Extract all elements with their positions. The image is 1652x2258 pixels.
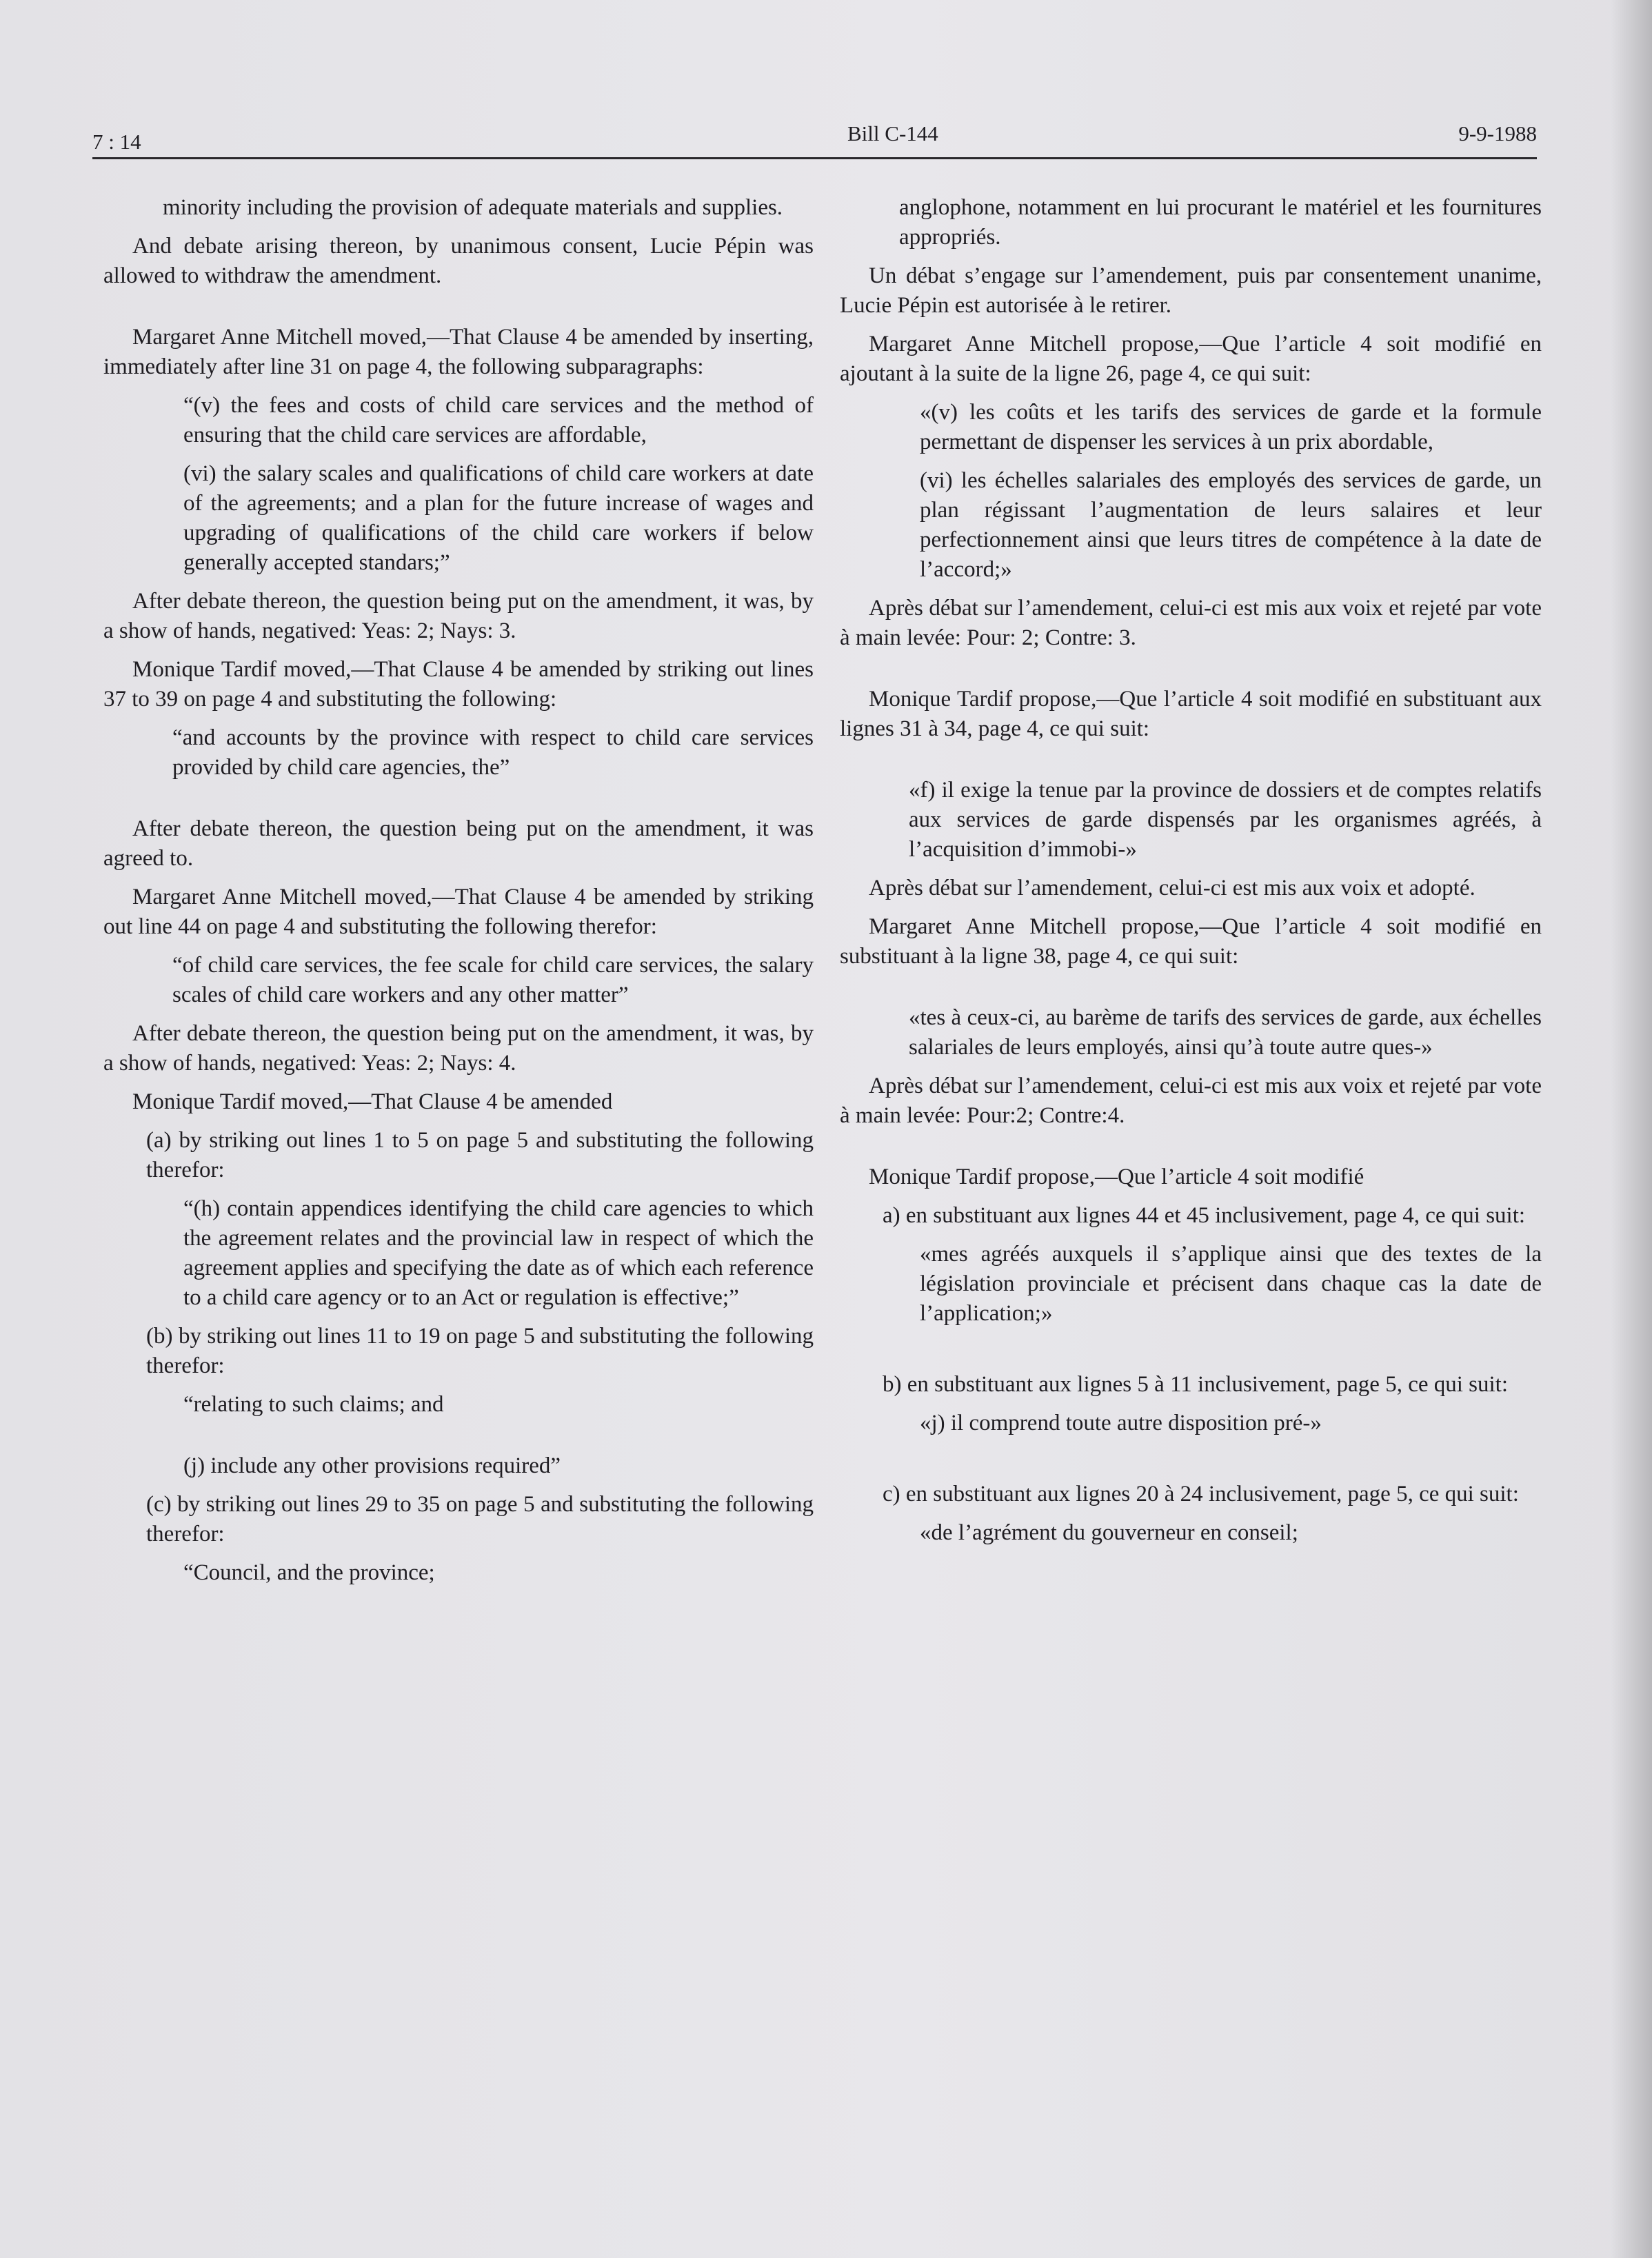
paragraph: Margaret Anne Mitchell propose,—Que l’article 4 soit modifié en substituant à la ligne 38, page 4, ce qui suit: — [840, 914, 1542, 969]
paragraph: anglophone, notamment en lui procurant le matériel et les fournitures appropriés. — [899, 195, 1542, 250]
quoted-subparagraph: (vi) les échelles salariales des employés des services de garde, un plan régissant l’augmentation de leurs salaires et leur perfectionnement ainsi que leurs titres de compétence à la date de l’accord;» — [920, 468, 1542, 582]
paragraph: And debate arising thereon, by unanimous consent, Lucie Pépin was allowed to withdraw the amendment. — [103, 234, 814, 288]
quoted-text: «j) il comprend toute autre disposition pré-» — [920, 1411, 1322, 1435]
paragraph: After debate thereon, the question being put on the amendment, it was, by a show of hands, negatived: Yeas: 2; Nays: 3. — [103, 589, 814, 643]
page-edge-shadow — [1611, 0, 1652, 2258]
french-column — [840, 193, 1542, 1557]
bill-title: Bill C-144 — [847, 121, 938, 145]
list-item: (b) by striking out lines 11 to 19 on page 5 and substituting the following therefor: — [146, 1324, 814, 1378]
paragraph: Monique Tardif propose,—Que l’article 4 soit modifié — [869, 1165, 1364, 1189]
paragraph: After debate thereon, the question being put on the amendment, it was, by a show of hands, negatived: Yeas: 2; Nays: 4. — [103, 1021, 814, 1076]
paragraph: Après débat sur l’amendement, celui-ci est mis aux voix et adopté. — [869, 876, 1475, 900]
quoted-subparagraph: «(v) les coûts et les tarifs des services de garde et la formule permettant de dispenser les services à un prix abordable, — [920, 400, 1542, 454]
quoted-text: “Council, and the province; — [183, 1560, 435, 1585]
header-date: 9-9-1988 — [1458, 121, 1537, 145]
paragraph: Après débat sur l’amendement, celui-ci est mis aux voix et rejeté par vote à main levée: Pour: 2; Contre: 3. — [840, 596, 1542, 650]
paragraph: Monique Tardif moved,—That Clause 4 be amended by striking out lines 37 to 39 on page 4 and substituting the following: — [103, 657, 814, 712]
quoted-subparagraph: “(v) the fees and costs of child care services and the method of ensuring that the child care services are affordable, — [183, 393, 814, 447]
paragraph: Margaret Anne Mitchell propose,—Que l’article 4 soit modifié en ajoutant à la suite de la ligne 26, page 4, ce qui suit: — [840, 332, 1542, 386]
quoted-text: “(h) contain appendices identifying the child care agencies to which the agreement relates and the provincial law in respect of which the agreement applies and specifying the date as of which each reference to a child care agency or to an Act or regulation is effective;” — [183, 1196, 814, 1310]
quoted-subparagraph: (vi) the salary scales and qualifications of child care workers at date of the agreements; and a plan for the future increase of wages and upgrading of qualifications of the child care workers if below generally accepted standars;” — [183, 461, 814, 575]
quoted-text: «de l’agrément du gouverneur en conseil; — [920, 1520, 1298, 1545]
paragraph: minority including the provision of adequate materials and supplies. — [163, 195, 783, 220]
list-item: b) en substituant aux lignes 5 à 11 inclusivement, page 5, ce qui suit: — [883, 1372, 1509, 1397]
page-number: 7 : 14 — [92, 130, 141, 154]
list-item: c) en substituant aux lignes 20 à 24 inclusivement, page 5, ce qui suit: — [883, 1482, 1519, 1506]
paragraph: Margaret Anne Mitchell moved,—That Clause 4 be amended by inserting, immediately after line 31 on page 4, the following subparagraphs: — [103, 325, 814, 379]
quoted-text: «mes agréés auxquels il s’applique ainsi que des textes de la législation provinciale et précisent dans chaque cas la date de l’application;» — [920, 1242, 1542, 1326]
quoted-text: “relating to such claims; and — [183, 1392, 444, 1417]
quoted-text: “of child care services, the fee scale for child care services, the salary scales of child care workers and any other matter” — [172, 953, 814, 1007]
paragraph: Monique Tardif propose,—Que l’article 4 soit modifié en substituant aux lignes 31 à 34, page 4, ce qui suit: — [840, 687, 1542, 741]
paragraph: Un débat s’engage sur l’amendement, puis par consentement unanime, Lucie Pépin est autorisée à le retirer. — [840, 263, 1542, 318]
list-item: (a) by striking out lines 1 to 5 on page 5 and substituting the following therefor: — [146, 1128, 814, 1182]
header-rule — [92, 157, 1537, 159]
quoted-text: (j) include any other provisions required” — [183, 1453, 561, 1478]
quoted-text: “and accounts by the province with respect to child care services provided by child care agencies, the” — [172, 725, 814, 780]
quoted-text: «f) il exige la tenue par la province de dossiers et de comptes relatifs aux services de garde dispensés par les organismes agréés, à l’acquisition d’immobi-» — [909, 778, 1542, 862]
list-item: (c) by striking out lines 29 to 35 on page 5 and substituting the following therefor: — [146, 1492, 814, 1546]
paragraph: Après débat sur l’amendement, celui-ci est mis aux voix et rejeté par vote à main levée: Pour:2; Contre:4. — [840, 1073, 1542, 1128]
paragraph: After debate thereon, the question being put on the amendment, it was agreed to. — [103, 816, 814, 871]
page-header — [92, 121, 1537, 161]
list-item: a) en substituant aux lignes 44 et 45 inclusivement, page 4, ce qui suit: — [883, 1203, 1526, 1228]
paragraph: Margaret Anne Mitchell moved,—That Clause 4 be amended by striking out line 44 on page 4 and substituting the following therefor: — [103, 885, 814, 939]
paragraph: Monique Tardif moved,—That Clause 4 be amended — [132, 1089, 613, 1114]
english-column — [103, 193, 814, 1597]
quoted-text: «tes à ceux-ci, au barème de tarifs des services de garde, aux échelles salariales de leurs employés, ainsi qu’à toute autre ques-» — [909, 1005, 1542, 1060]
